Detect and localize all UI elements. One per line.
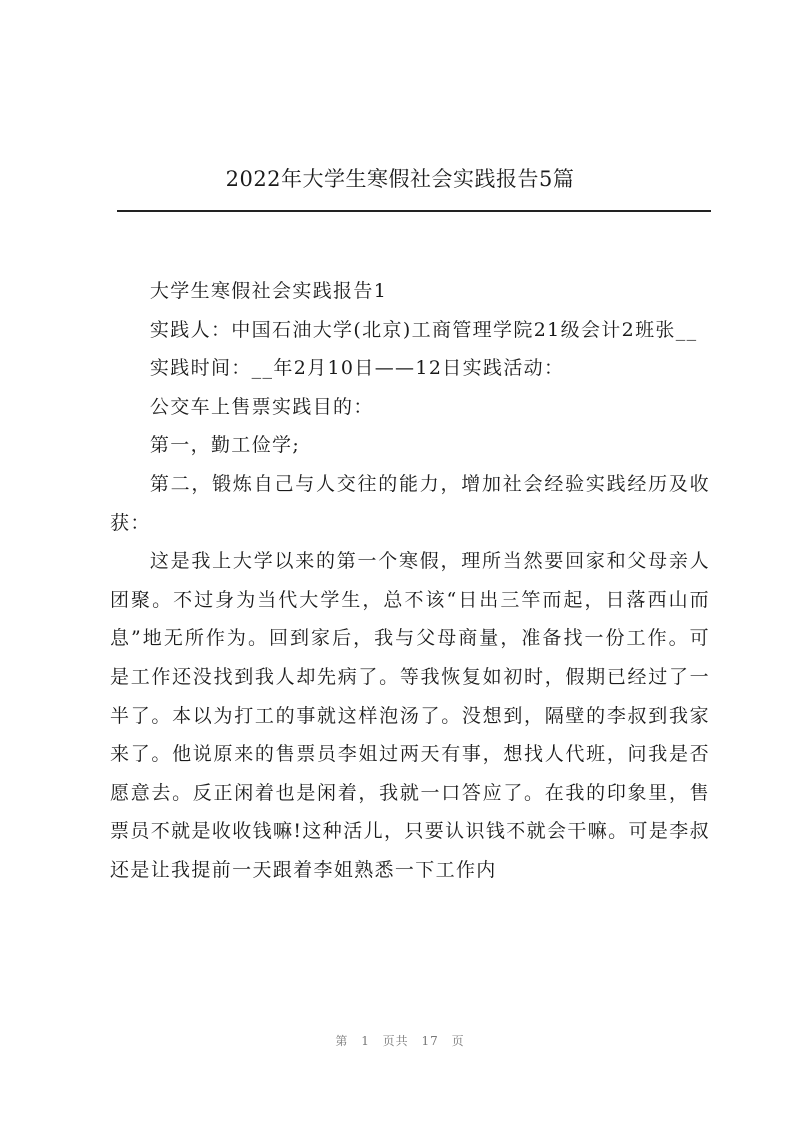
footer-current-page: 1	[361, 1034, 370, 1048]
page-title: 2022年大学生寒假社会实践报告5篇	[225, 167, 575, 191]
document-body	[110, 272, 710, 890]
paragraph-second-point: 第二，锻炼自己与人交往的能力，增加社会经验实践经历及收获：	[110, 472, 710, 534]
paragraph-report-heading: 大学生寒假社会实践报告1	[149, 280, 388, 302]
footer-label-of: 页共	[382, 1034, 409, 1048]
paragraph-practice-time: 实践时间：__年2月10日——12日实践活动：	[149, 357, 565, 380]
paragraph-practitioner: 实践人：中国石油大学(北京)工商管理学院21级会计2班张__	[149, 318, 698, 341]
paragraph-narrative: 这是我上大学以来的第一个寒假，理所当然要回家和父母亲人团聚。不过身为当代大学生，总不该“日出三竿而起，日落西山而息”地无所作为。回到家后，我与父母商量，准备找一份工作。可是工作还没找到我人却先病了。等我恢复如初时，假期已经过了一半了。本以为打工的事就这样泡汤了。没想到，隔壁的李叔到我家来了。他说原来的售票员李姐过两天有事，想找人代班，问我是否愿意去。反正闲着也是闲着，我就一口答应了。在我的印象里，售票员不就是收收钱嘛!这种活儿，只要认识钱不就会干嘛。可是李叔还是让我提前一天跟着李姐熟悉一下工作内	[110, 550, 710, 881]
title-divider	[117, 210, 711, 212]
paragraph-practice-purpose: 公交车上售票实践目的：	[149, 395, 374, 418]
footer-total-pages: 17	[421, 1034, 439, 1048]
paragraph-first-point: 第一，勤工俭学;	[149, 434, 301, 457]
footer-label-end: 页	[451, 1034, 465, 1048]
footer-label-page: 第	[335, 1034, 349, 1048]
page-footer	[0, 1032, 800, 1049]
